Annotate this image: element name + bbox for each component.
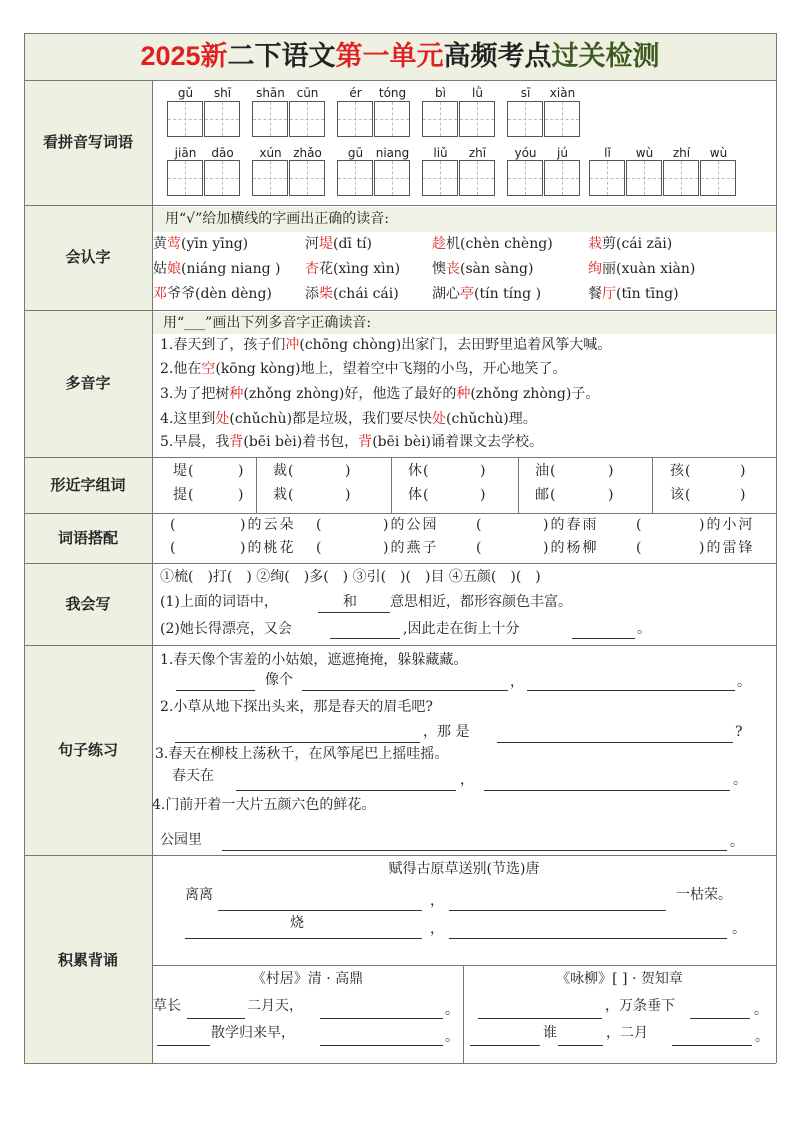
sentence-segment: 5.早晨，我 xyxy=(160,434,230,450)
sentence-segment: 空 xyxy=(201,361,216,377)
recognize-red: 莺 xyxy=(167,236,181,252)
answer-blank[interactable] xyxy=(330,638,400,639)
polyphone-sentence xyxy=(160,434,543,450)
write-question-2: (2)她长得漂亮，又会 xyxy=(160,621,292,637)
recognize-item xyxy=(588,286,679,302)
polyphone-sentence xyxy=(160,361,567,377)
write-and: 和 xyxy=(343,594,357,610)
writing-grid-box[interactable] xyxy=(167,160,203,196)
sentence-segment: (bēi bèi)着书包， xyxy=(243,434,359,450)
pinyin-label: lǜ xyxy=(472,86,483,100)
pinyin-label: dāo xyxy=(211,146,234,160)
writing-grid-box[interactable] xyxy=(289,101,325,137)
answer-blank[interactable] xyxy=(185,938,422,939)
recognize-item xyxy=(432,286,541,302)
recognize-instruction: 用“√”给加横线的字画出正确的读音: xyxy=(165,211,389,227)
recognize-post: 爷爷(dèn dèng) xyxy=(167,286,272,302)
pinyin-label: xiàn xyxy=(549,86,576,100)
row-divider xyxy=(24,645,776,646)
table-border-left xyxy=(24,33,25,1063)
collocation-phrase: )的云朵 xyxy=(240,517,296,533)
sentence-segment: (bēi bèi)诵着课文去学校。 xyxy=(372,434,544,450)
answer-blank[interactable] xyxy=(558,1045,603,1046)
recognize-red: 娘 xyxy=(167,261,181,277)
recognize-item xyxy=(588,236,672,252)
answer-blank[interactable] xyxy=(497,742,733,743)
page-title xyxy=(24,33,776,80)
writing-grid-box[interactable] xyxy=(626,160,662,196)
collocation-phrase: )的杨柳 xyxy=(543,540,599,556)
recognize-red: 柴 xyxy=(319,286,333,302)
similar-char: 堤 xyxy=(173,463,187,479)
sentence-segment: 2.他在 xyxy=(160,361,202,377)
pinyin-label: lǐ xyxy=(604,146,611,160)
pinyin-label: bì xyxy=(435,86,446,100)
label-column-background xyxy=(24,80,152,1063)
sentence-segment: (zhǒng zhòng)子。 xyxy=(470,386,600,402)
recognize-red: 趁 xyxy=(432,236,446,252)
poem-1-line-2-mid: 烧 xyxy=(290,915,304,931)
recognize-pre: 餐 xyxy=(588,286,602,302)
answer-blank[interactable] xyxy=(478,1018,602,1019)
sentence-4: 4.门前开着一大片五颜六色的鲜花。 xyxy=(152,797,376,813)
close-paren: ) xyxy=(740,463,746,479)
polyphone-instruction: 用“___”画出下列多音字正确读音: xyxy=(163,315,372,331)
answer-blank[interactable] xyxy=(320,1018,443,1019)
row-divider xyxy=(24,310,776,311)
answer-blank[interactable] xyxy=(236,790,456,791)
writing-grid-box[interactable] xyxy=(374,160,410,196)
pinyin-label: shī xyxy=(213,86,232,100)
poem-3-line-2-b: ，二月 xyxy=(606,1025,648,1041)
title-grade: 二下语文 xyxy=(227,41,336,72)
pinyin-label: xún xyxy=(259,146,282,160)
recognize-pre: 黄 xyxy=(153,236,167,252)
sentence-segment: (kōng kòng)地上，望着空中飞翔的小鸟，开心地笑了。 xyxy=(215,361,567,377)
writing-grid-box[interactable] xyxy=(422,160,458,196)
writing-grid-box[interactable] xyxy=(459,160,495,196)
pinyin-label: shān xyxy=(256,86,285,100)
recognize-red: 栽 xyxy=(588,236,602,252)
pinyin-label: tóng xyxy=(378,86,407,100)
answer-blank[interactable] xyxy=(672,1045,752,1046)
open-paren: ( xyxy=(170,540,176,556)
sentence-2-mid: ，那 是 xyxy=(423,724,470,740)
recognize-post: (chái cái) xyxy=(333,286,399,302)
recognize-red: 亭 xyxy=(460,286,474,302)
recognize-post: (dī tí) xyxy=(333,236,372,252)
open-paren: ( xyxy=(685,487,691,503)
sentence-1-mid: 像个 xyxy=(265,672,293,688)
period: 。 xyxy=(733,772,747,788)
pinyin-label: niang xyxy=(375,146,410,160)
answer-blank[interactable] xyxy=(449,910,666,911)
similar-char: 栽 xyxy=(273,487,287,503)
writing-grid-box[interactable] xyxy=(700,160,736,196)
writing-grid-box[interactable] xyxy=(289,160,325,196)
sentence-segment: (chōng chòng)出家门，去田野里追着风筝大喊。 xyxy=(299,337,612,353)
poem-2-line-2-mid: 散学归来早， xyxy=(211,1025,295,1041)
answer-blank[interactable] xyxy=(527,690,735,691)
polyphone-sentence xyxy=(160,386,599,402)
pinyin-label: sī xyxy=(520,86,531,100)
pinyin-label: jú xyxy=(557,146,568,160)
sentence-2: 2.小草从地下探出头来，那是春天的眉毛吧? xyxy=(160,699,433,715)
pinyin-label: ér xyxy=(349,86,362,100)
recognize-post: 丽(xuàn xiàn) xyxy=(602,261,696,277)
close-paren: ) xyxy=(740,487,746,503)
collocation-phrase: )的春雨 xyxy=(543,517,599,533)
open-paren: ( xyxy=(476,540,482,556)
period: 。 xyxy=(445,1029,459,1045)
poem-2-line-1: 草长 xyxy=(153,998,181,1014)
similar-column-divider xyxy=(518,457,519,513)
writing-grid-box[interactable] xyxy=(544,101,580,137)
title-topic: 高频考点 xyxy=(443,41,552,72)
recognize-pre: 湖心 xyxy=(432,286,460,302)
similar-char: 体 xyxy=(408,487,422,503)
open-paren: ( xyxy=(423,463,429,479)
label-column-divider xyxy=(152,80,153,1063)
answer-blank[interactable] xyxy=(302,690,508,691)
comma: ， xyxy=(430,893,444,909)
pinyin-label: zhǎo xyxy=(293,146,322,160)
period: 。 xyxy=(755,1029,769,1045)
label-pinyin: 看拼音写词语 xyxy=(42,133,133,151)
sentence-segment: 处 xyxy=(215,411,230,427)
row-divider xyxy=(24,513,776,514)
similar-column-divider xyxy=(256,457,257,513)
poem-3-title: 《咏柳》[ ] · 贺知章 xyxy=(556,971,683,987)
table-border-right xyxy=(776,33,777,1063)
sentence-segment: 背 xyxy=(229,434,244,450)
label-polyphone: 多音字 xyxy=(65,374,111,392)
label-collocation: 词语搭配 xyxy=(57,529,118,547)
recognize-item xyxy=(305,261,400,277)
polyphone-sentence xyxy=(160,337,611,353)
writing-grid-box[interactable] xyxy=(459,101,495,137)
sentence-1: 1.春天像个害羞的小姑娘，遮遮掩掩，躲躲藏藏。 xyxy=(160,652,468,668)
sentence-segment: 种 xyxy=(229,386,244,402)
close-paren: ) xyxy=(238,487,244,503)
title-test: 过关检测 xyxy=(551,41,660,72)
pinyin-label: jiān xyxy=(174,146,197,160)
period: 。 xyxy=(445,1002,459,1018)
close-paren: ) xyxy=(608,463,614,479)
answer-blank[interactable] xyxy=(218,910,422,911)
recognize-red: 邓 xyxy=(153,286,167,302)
sentence-segment: (zhǒng zhòng)好，他选了最好的 xyxy=(243,386,457,402)
row-divider xyxy=(24,205,776,206)
recognize-red: 绚 xyxy=(588,261,602,277)
open-paren: ( xyxy=(550,463,556,479)
recognize-item xyxy=(588,261,695,277)
period: 。 xyxy=(730,834,744,850)
comma: ， xyxy=(510,674,524,690)
pinyin-label: wù xyxy=(635,146,654,160)
answer-blank[interactable] xyxy=(449,938,727,939)
poem-2-line-1-mid: 二月天， xyxy=(247,998,303,1014)
answer-blank[interactable] xyxy=(222,850,727,851)
recognize-red: 厅 xyxy=(602,286,616,302)
recognize-pre: 河 xyxy=(305,236,319,252)
recognize-item xyxy=(432,261,533,277)
writing-grid-box[interactable] xyxy=(167,101,203,137)
recognize-post: (tīn tīng) xyxy=(616,286,679,302)
similar-column-divider xyxy=(652,457,653,513)
writing-grid-box[interactable] xyxy=(663,160,699,196)
period: 。 xyxy=(737,674,751,690)
question-mark: ? xyxy=(735,724,743,740)
open-paren: ( xyxy=(316,517,322,533)
poem-1-line-1: 离离 xyxy=(185,887,213,903)
collocation-phrase: )的公园 xyxy=(383,517,439,533)
comma: ， xyxy=(460,772,474,788)
sentence-segment: 背 xyxy=(358,434,373,450)
label-similar: 形近字组词 xyxy=(50,476,126,494)
answer-blank[interactable] xyxy=(484,790,730,791)
period: 。 xyxy=(637,621,651,637)
collocation-phrase: )的雷锋 xyxy=(699,540,755,556)
writing-grid-box[interactable] xyxy=(422,101,458,137)
recognize-post: (niáng niang ) xyxy=(181,261,281,277)
writing-grid-box[interactable] xyxy=(204,160,240,196)
recognize-red: 杏 xyxy=(305,261,319,277)
writing-grid-box[interactable] xyxy=(507,160,543,196)
sentence-3: 3.春天在柳枝上荡秋千，在风筝尾巴上摇哇摇。 xyxy=(155,746,449,762)
pinyin-label: cūn xyxy=(296,86,319,100)
recognize-post: 花(xìng xìn) xyxy=(319,261,401,277)
open-paren: ( xyxy=(476,517,482,533)
open-paren: ( xyxy=(685,463,691,479)
table-border-bottom xyxy=(24,1063,776,1064)
sentence-3-pre: 春天在 xyxy=(172,768,214,784)
pinyin-label: gǔ xyxy=(177,86,194,100)
sentence-segment: 3.为了把树 xyxy=(160,386,230,402)
open-paren: ( xyxy=(188,487,194,503)
open-paren: ( xyxy=(636,540,642,556)
writing-grid-box[interactable] xyxy=(337,101,373,137)
poem-1-title: 赋得古原草送别(节选)唐 xyxy=(388,861,540,877)
table-border-top xyxy=(24,33,776,34)
similar-char: 邮 xyxy=(535,487,549,503)
open-paren: ( xyxy=(636,517,642,533)
answer-blank[interactable] xyxy=(318,612,390,613)
answer-blank[interactable] xyxy=(157,1045,210,1046)
pinyin-label: wù xyxy=(709,146,728,160)
close-paren: ) xyxy=(480,463,486,479)
writing-grid-box[interactable] xyxy=(589,160,625,196)
recognize-post: (sàn sàng) xyxy=(460,261,534,277)
sentence-segment: 1.春天到了，孩子们 xyxy=(160,337,286,353)
answer-blank[interactable] xyxy=(176,690,255,691)
collocation-phrase: )的小河 xyxy=(699,517,755,533)
pinyin-label: liǔ xyxy=(433,146,448,160)
row-divider xyxy=(24,80,776,81)
open-paren: ( xyxy=(288,487,294,503)
close-paren: ) xyxy=(345,463,351,479)
answer-blank[interactable] xyxy=(572,638,635,639)
pinyin-label: gū xyxy=(347,146,364,160)
collocation-phrase: )的燕子 xyxy=(383,540,439,556)
similar-char: 油 xyxy=(535,463,549,479)
close-paren: ) xyxy=(480,487,486,503)
answer-blank[interactable] xyxy=(187,1018,245,1019)
polyphone-sentence xyxy=(160,411,537,427)
title-year: 2025新 xyxy=(140,41,228,71)
row-divider xyxy=(24,563,776,564)
open-paren: ( xyxy=(550,487,556,503)
period: 。 xyxy=(732,921,746,937)
recognize-item xyxy=(305,236,372,252)
answer-blank[interactable] xyxy=(175,742,420,743)
open-paren: ( xyxy=(188,463,194,479)
recognize-post: (yīn yīng) xyxy=(181,236,249,252)
recognize-item xyxy=(153,236,248,252)
close-paren: ) xyxy=(345,487,351,503)
period: 。 xyxy=(754,1002,768,1018)
title-unit: 第一单元 xyxy=(335,41,444,72)
recite-divider xyxy=(152,965,776,966)
pinyin-label: yóu xyxy=(514,146,537,160)
close-paren: ) xyxy=(238,463,244,479)
similar-column-divider xyxy=(391,457,392,513)
poem-3-line-1-mid: ，万条垂下 xyxy=(605,998,675,1014)
recognize-red: 堤 xyxy=(319,236,333,252)
writing-grid-box[interactable] xyxy=(252,160,288,196)
recognize-post: 剪(cái zāi) xyxy=(602,236,673,252)
sentence-segment: 种 xyxy=(456,386,471,402)
answer-blank[interactable] xyxy=(320,1045,443,1046)
sentence-segment: (chǔchù)都是垃圾，我们要尽快 xyxy=(229,411,433,427)
recognize-post: 机(chèn chèng) xyxy=(446,236,553,252)
write-question-2-mid: ,因此走在街上十分 xyxy=(403,621,520,637)
similar-char: 裁 xyxy=(273,463,287,479)
similar-char: 休 xyxy=(408,463,422,479)
recognize-item xyxy=(153,286,272,302)
answer-blank[interactable] xyxy=(470,1045,540,1046)
writing-grid-box[interactable] xyxy=(374,101,410,137)
recognize-pre: 姑 xyxy=(153,261,167,277)
answer-blank[interactable] xyxy=(690,1018,750,1019)
sentence-segment: 冲 xyxy=(285,337,300,353)
writing-grid-box[interactable] xyxy=(544,160,580,196)
write-question-1a: (1)上面的词语中， xyxy=(160,594,278,610)
sentence-4-pre: 公园里 xyxy=(160,832,202,848)
pinyin-label: zhí xyxy=(672,146,691,160)
similar-char: 孩 xyxy=(670,463,684,479)
close-paren: ) xyxy=(608,487,614,503)
pinyin-label: zhī xyxy=(468,146,487,160)
recognize-red: 丧 xyxy=(446,261,460,277)
sentence-segment: 4.这里到 xyxy=(160,411,216,427)
writing-grid-box[interactable] xyxy=(252,101,288,137)
similar-char: 提 xyxy=(173,487,187,503)
recognize-item xyxy=(153,261,280,277)
poem-2-title: 《村居》清 · 高鼎 xyxy=(251,971,364,987)
comma: ， xyxy=(430,921,444,937)
poem-1-line-1-end: 一枯荣。 xyxy=(676,887,732,903)
row-divider xyxy=(24,457,776,458)
open-paren: ( xyxy=(316,540,322,556)
open-paren: ( xyxy=(423,487,429,503)
writing-grid-box[interactable] xyxy=(337,160,373,196)
open-paren: ( xyxy=(288,463,294,479)
open-paren: ( xyxy=(170,517,176,533)
recognize-pre: 添 xyxy=(305,286,319,302)
recognize-pre: 懊 xyxy=(432,261,446,277)
recognize-post: (tín tíng ) xyxy=(474,286,542,302)
write-question-1: ①梳( )打( ) ②绚( )多( ) ③引( )( )目 ④五颜( )( ) xyxy=(160,569,541,585)
label-recite: 积累背诵 xyxy=(57,951,118,969)
similar-char: 该 xyxy=(670,487,684,503)
writing-grid-box[interactable] xyxy=(507,101,543,137)
sentence-segment: (chǔchù)理。 xyxy=(446,411,537,427)
label-sentence: 句子练习 xyxy=(57,741,118,759)
writing-grid-box[interactable] xyxy=(204,101,240,137)
collocation-phrase: )的桃花 xyxy=(240,540,296,556)
row-divider xyxy=(24,855,776,856)
sentence-segment: 处 xyxy=(432,411,447,427)
recognize-item xyxy=(432,236,553,252)
poem-3-line-2-a: 谁 xyxy=(543,1025,557,1041)
recognize-item xyxy=(305,286,399,302)
label-recognize: 会认字 xyxy=(65,248,111,266)
write-question-1a-end: 意思相近，都形容颜色丰富。 xyxy=(390,594,572,610)
label-write: 我会写 xyxy=(65,595,111,613)
